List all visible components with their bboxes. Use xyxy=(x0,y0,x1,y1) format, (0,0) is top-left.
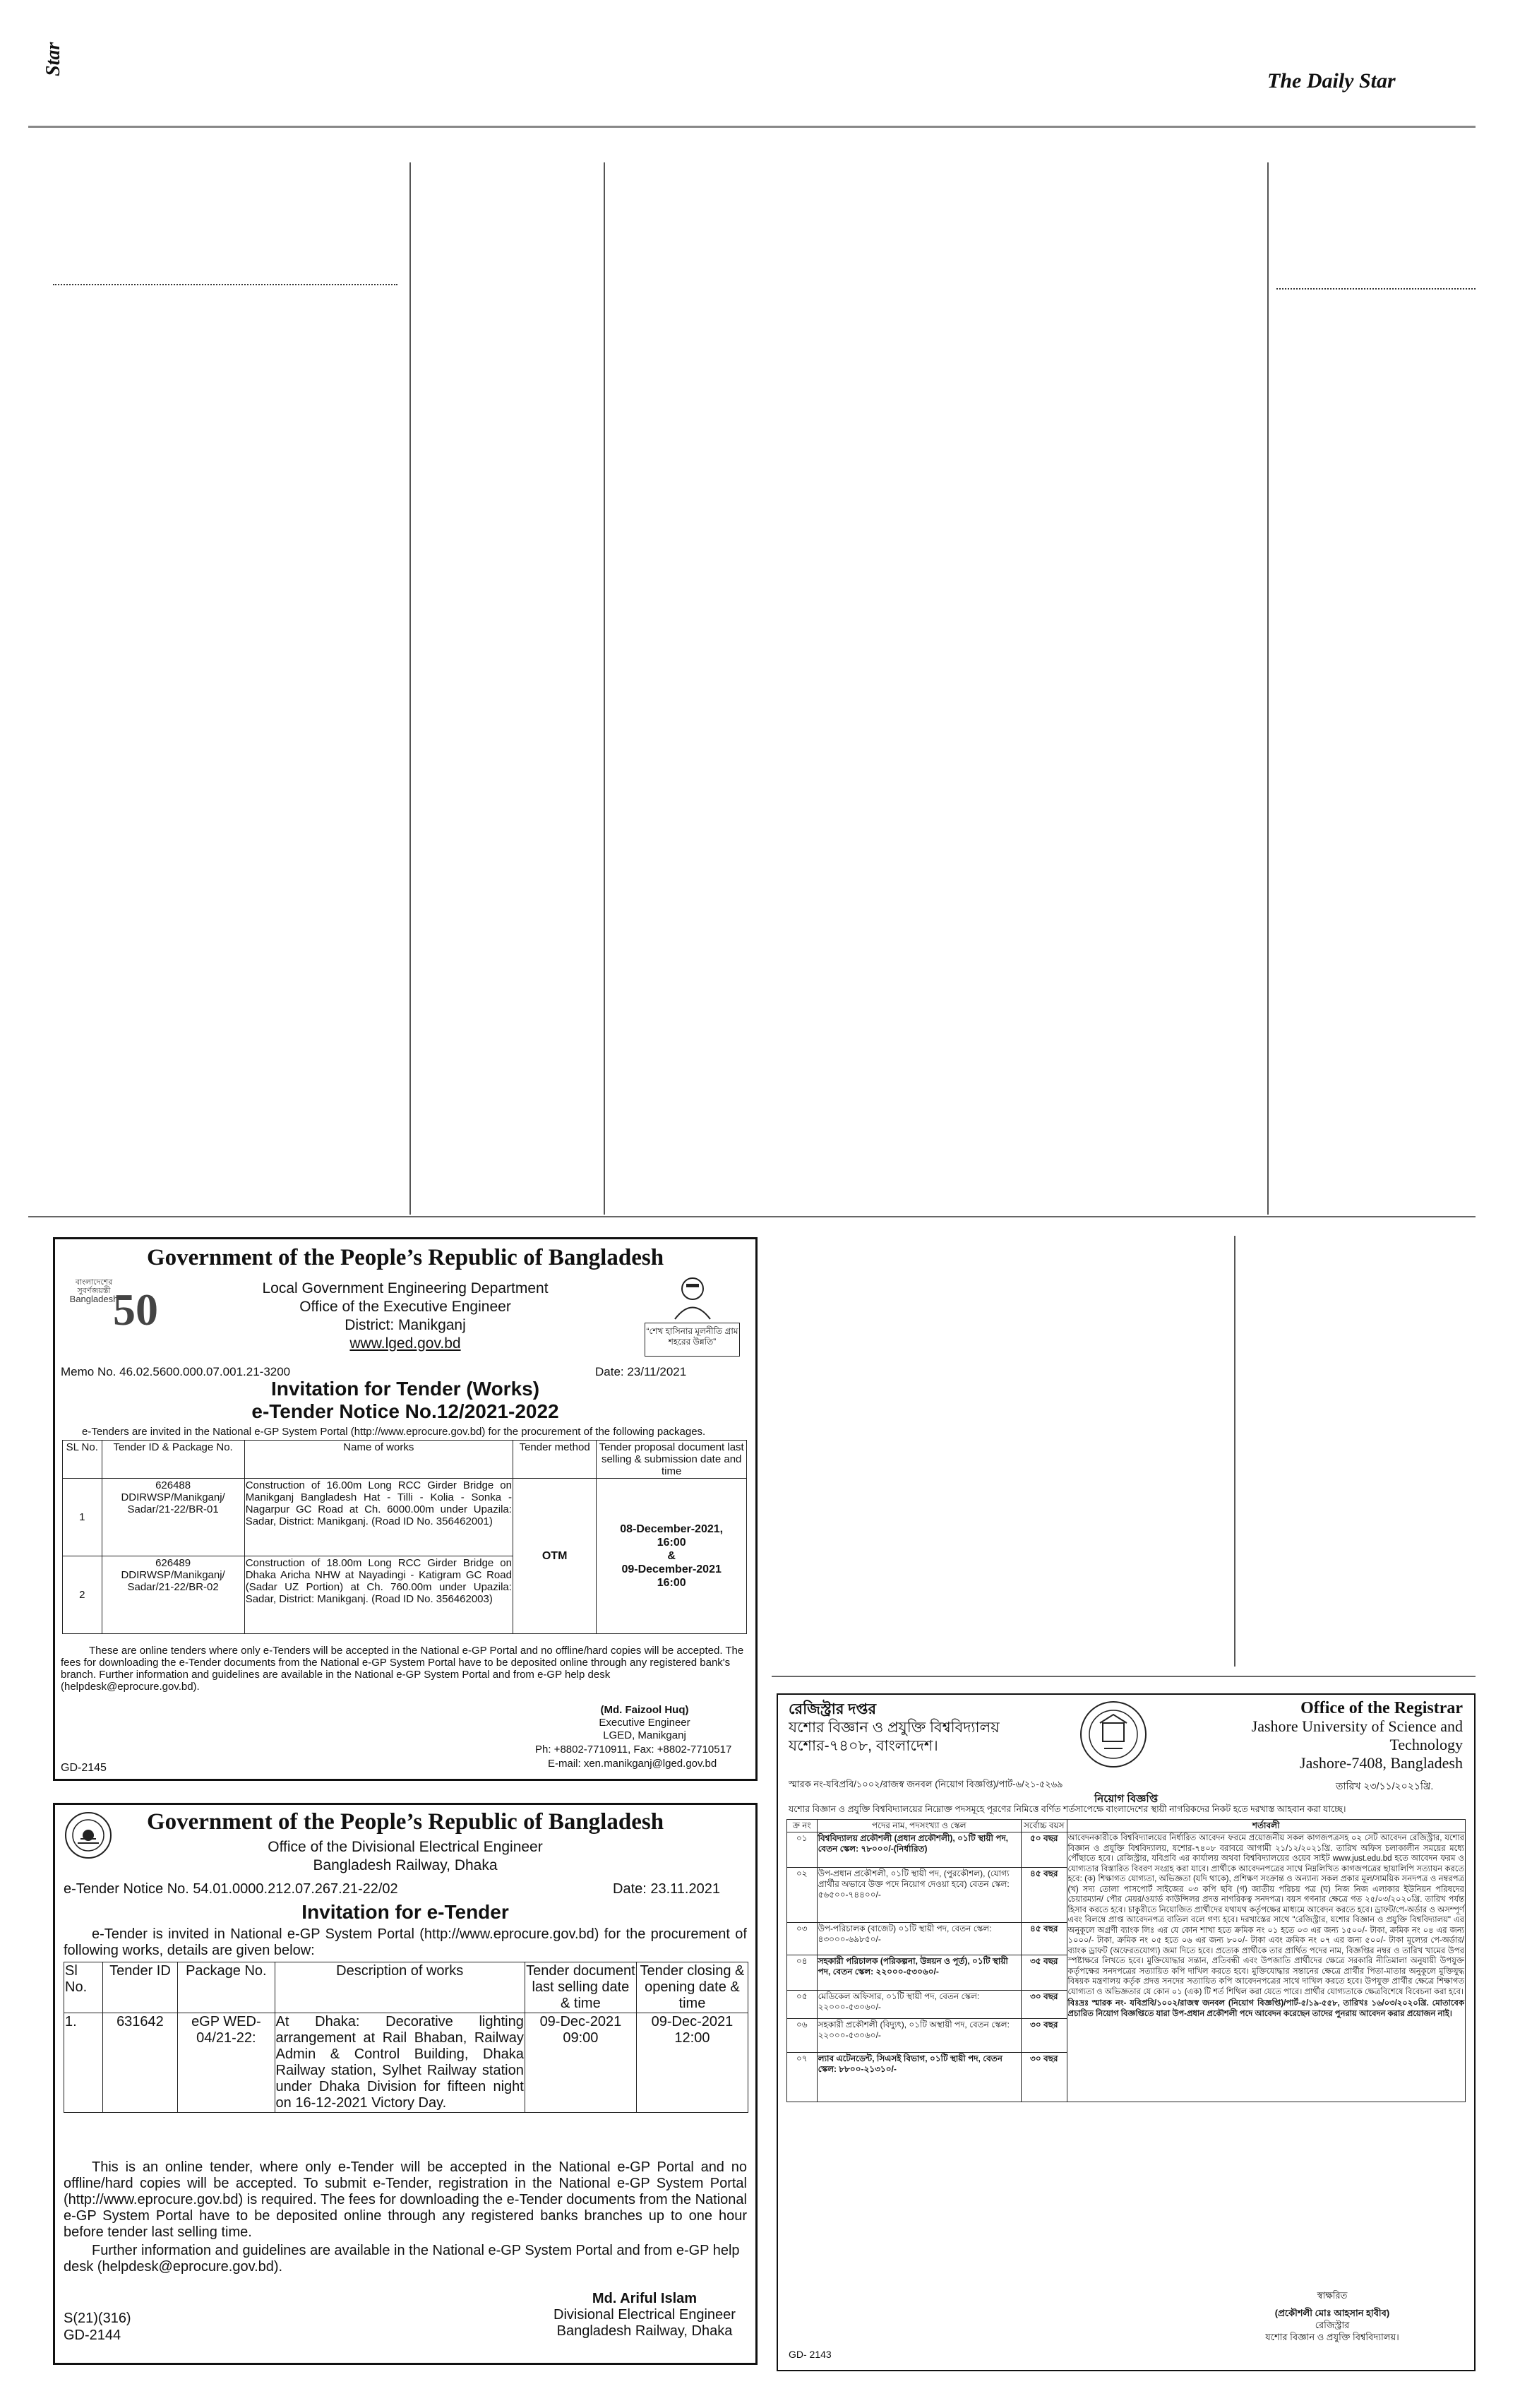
railway-org: Bangladesh Railway, Dhaka xyxy=(313,1857,498,1873)
section-rule xyxy=(772,1676,1476,1677)
lged-gd-code: GD-2145 xyxy=(61,1762,107,1774)
railway-intro: e-Tender is invited in National e-GP System Portal (http://www.eprocure.gov.bd) for the procurement of following works, details are given below: xyxy=(64,1926,747,1958)
column-rule xyxy=(1267,162,1269,1215)
table-row: 1. 631642 eGP WED-04/21-22: At Dhaka: Decorative lighting arrangement at Rail Bhaban, Railway Admin & Control Building, Dhaka Railway station, Sylhet Railway station under Dhaka Division for fifteen night on 16-12-2021 Victory Day. 09-Dec-2021 09:00 09-Dec-2021 12:00 xyxy=(64,2013,748,2113)
lged-office: Office of the Executive Engineer xyxy=(299,1299,511,1315)
signer-org: Bangladesh Railway, Dhaka xyxy=(556,2323,733,2339)
lged-slogan-box: “শেখ হাসিনার মূলনীতি গ্রাম শহরের উন্নতি” xyxy=(645,1323,740,1357)
lged-heading: Government of the People’s Republic of Bangladesh xyxy=(146,1245,664,1270)
railway-note-1: This is an online tender, where only e-Tender will be accepted in the National e-GP Portal and no offline/hard copies will be accepted. To submit e-Tender, registration in the National e-GP System Portal (http://www.eprocure.gov.bd) is required. The fees for downloading the e-Tender documents from the National e-GP System Portal have to be deposited online through any registered banks branches up to one hour before tender last selling time. xyxy=(64,2159,747,2240)
lged-district: District: Manikganj xyxy=(345,1317,466,1333)
railway-notice-no: e-Tender Notice No. 54.01.0000.212.07.267.21-22/02 xyxy=(64,1881,398,1897)
masthead-rule xyxy=(28,126,1476,128)
lged-signature-block xyxy=(549,1704,740,1742)
table-row: 1 626488 DDIRWSP/Manikganj/ Sadar/21-22/BR-01 Construction of 16.00m Long RCC Girder Bridge on Manikganj Bangladesh Hat - Tilli - Kolia - Sonka - Nagarpur GC Road at Ch. 6000.00m under Upazila: Sadar, District: Manikganj. (Road ID No. 356462001) OTM 08-December-2021, 16:00 & 09-December-2021 16:00 xyxy=(63,1479,747,1556)
railway-office: Office of the Divisional Electrical Engineer xyxy=(268,1839,543,1855)
just-signature-block xyxy=(1202,2289,1463,2343)
railway-tender-table xyxy=(64,1962,748,2113)
table-row: ০৫ মেডিকেল অফিসার, ০১টি স্থায়ী পদ, বেতন স্কেল: ২২০০০-৫৩০৬০/- ৩০ বছর xyxy=(787,1991,1466,2019)
railway-ref: S(21)(316) xyxy=(64,2311,131,2326)
railway-date: Date: 23.11.2021 xyxy=(613,1881,720,1897)
column-divider xyxy=(53,284,397,285)
signer-org: LGED, Manikganj xyxy=(603,1729,686,1741)
column-divider xyxy=(1276,288,1476,290)
signer-title: Executive Engineer xyxy=(599,1717,690,1729)
signature-label: স্বাক্ষরিত xyxy=(1317,2290,1348,2301)
conditions-cell: আবেদনকারীকে বিশ্ববিদ্যালয়ের নির্ধারিত আবেদন ফরমে প্রয়োজনীয় সকল কাগজপত্রসহ ০২ সেট আবেদন রেজিস্ট্রার, যশোর বিজ্ঞান ও প্রযুক্তি বিশ্ববিদ্যালয়, যশোর-৭৪০৮ বরাবরে আগামী ২১/১২/২০২১খ্রি. তারিখ অফিস চলাকালীন সময়ের মধ্যে পৌঁছাতে হবে। রেজিস্ট্রার, যবিপ্রবি এর কার্যালয় অথবা বিশ্ববিদ্যালয়ের ওয়েব সাইট www.just.edu.bd হতে আবেদন ফরম ও যোগ্যতার বিস্তারিত বিবরণ সংগ্রহ করা যাবে। প্রার্থীকে আবেদনপত্রের সাথে নিম্নলিখিত কাগজপত্রের ছায়ালিপি সত্যায়ন করতে হবে: (ক) শিক্ষাগত যোগ্যতা, অভিজ্ঞতা (যদি থাকে), প্রশিক্ষণ সংক্রান্ত ও অন্যান্য সকল প্রকার মূল/সাময়িক সনদপত্র ও নম্বরপত্র (খ) সদ্য তোলা পাসপোর্ট সাইজের ০৩ কপি ছবি (গ) জাতীয় পরিচয় পত্র (ঘ) নিজ নিজ এলাকার ইউনিয়ন পরিষদের চেয়ারম্যান/ পৌর মেয়র/ওয়ার্ড কাউন্সিলর প্রদত্ত নাগরিকত্ব সনদপত্র। বয়স গণনার ক্ষেত্রে গত ২৫/০৩/২০২০খ্রি. তারিখ পর্যন্ত হিসাব করতে হবে। চাকুরীতে নিয়োজিত প্রার্থীদের যথাযথ কর্তৃপক্ষের মাধ্যমে আবেদন করতে হবে। ড্রাফট/পে-অর্ডার ও অসম্পূর্ণ এবং বিলম্বে প্রাপ্ত আবেদনপত্র বাতিল বলে গণ্য হবে। দরখাস্তের সাথে "রেজিস্ট্রার, যশোর বিজ্ঞান ও প্রযুক্তি বিশ্ববিদ্যালয়" এর অনুকূলে অগ্রণী ব্যাংক লিঃ এর যে কোন শাখা হতে ক্রমিক নং ০১ হতে ০৩ এর জন্য ১৫০০/- টাকা, ক্রমিক নং ০৪ এর জন্য ১০০০/- টাকা, ক্রমিক নং ০৫ হতে ০৬ এর জন্য ৮০০/- টাকা এবং ক্রমিক নং ০৭ এর জন্য ৫০০/- টাকা মূল্যের পে-অর্ডার/ ব্যাংক ড্রাফট (অফেরতযোগ্য) জমা দিতে হবে। প্রত্যেক প্রার্থীকে তার প্রার্থিত পদের নাম, বিজ্ঞপ্তির নম্বর ও তারিখ খামের উপর স্পষ্টাক্ষরে লিখতে হবে। মুক্তিযোদ্ধার সন্তান, প্রতিবন্ধী এবং উপজাতি প্রার্থীদের ক্ষেত্রে সরকারি নীতিমালা অনুযায়ী উপযুক্ত কর্তৃপক্ষের সনদপত্রের সত্যায়িত কপি দাখিল করতে হবে। মুক্তিযোদ্ধার সন্তানের ক্ষেত্রে প্রার্থীর পিতা-মাতার অনুকূলে মুক্তিযুদ্ধ বিষয়ক মন্ত্রণালয় কর্তৃক প্রদত্ত সনদের সত্যায়িত কপি আবেদনপত্রের সাথে দাখিল করতে হবে। উপযুক্ত প্রার্থীর ক্ষেত্রে শিক্ষাগত যোগ্যতা ও অভিজ্ঞতার যে কোন ০১ (এক) টি শর্ত শিথিল করা যেতে পারে। প্রার্থীর যোগ্যতাকে ক্ষেত্রবিশেষে বিবেচনা করা হবে। বিঃদ্রঃ স্মারক নং- যবিপ্রবি/১০০২/রাজস্ব জনবল (নিয়োগ বিজ্ঞপ্তি)/পার্ট-৫/১৯-৫৫৮, তারিখঃ ১৬/০৩/২০২০খ্রি. মোতাবেক প্রচারিত নিয়োগ বিজ্ঞপ্তিতে যারা উপ-প্রধান প্রকৌশলী পদে আবেদন করেছেন তাদের পুনরায় আবেদন করার প্রয়োজন নাই। xyxy=(1067,1832,1466,2102)
table-header-row: SL No. Tender ID & Package No. Name of works Tender method Tender proposal document last selling & submission date and time xyxy=(63,1441,747,1479)
railway-gd-code: GD-2144 xyxy=(64,2327,121,2343)
railway-title: Invitation for e-Tender xyxy=(301,1901,509,1923)
railway-signature-block xyxy=(542,2291,747,2340)
lged-date: Date: 23/11/2021 xyxy=(595,1365,687,1378)
column-rule xyxy=(409,162,411,1215)
just-gd-code: GD- 2143 xyxy=(789,2349,832,2360)
lged-note: These are online tenders where only e-Tenders will be accepted in the National e-GP Portal and no offline/hard copies will be accepted. The fees for downloading the e-Tender documents from the National e-GP System Portal have to be deposited online through any registered bank's branch. Further information and guidelines are available in the National e-GP System Portal and from e-GP help desk (helpdesk@eprocure.gov.bd). xyxy=(61,1645,744,1693)
table-row: ০৬ সহকারী প্রকৌশলী (বিদ্যুৎ), ০১টি অস্থায়ী পদ, বেতন স্কেল: ২২০০০-৫৩০৬০/- ৩০ বছর xyxy=(787,2019,1466,2053)
portrait-image xyxy=(661,1271,724,1321)
tender-method: OTM xyxy=(513,1479,596,1634)
golden-jubilee-logo: বাংলাদেশের সুবর্ণজয়ন্তী Bangladesh 50 xyxy=(69,1278,158,1335)
lged-title-1: Invitation for Tender (Works) xyxy=(270,1378,540,1400)
masthead-left-logo: Star xyxy=(42,42,64,76)
signer-name: (প্রকৌশলী মোঃ আহসান হাবীব) xyxy=(1274,2308,1390,2318)
signer-title: Divisional Electrical Engineer xyxy=(553,2307,736,2323)
signer-name: Md. Ariful Islam xyxy=(592,2291,698,2306)
table-header-row: Sl No. Tender ID Package No. Description of works Tender document last selling date & time Tender closing & opening date & time xyxy=(64,1962,748,2013)
railway-heading: Government of the People’s Republic of Bangladesh xyxy=(146,1809,664,1835)
lged-dept: Local Government Engineering Department xyxy=(262,1280,549,1297)
just-title: নিয়োগ বিজ্ঞপ্তি xyxy=(1094,1793,1159,1805)
section-rule xyxy=(28,1216,1476,1217)
table-row: 2 626489 DDIRWSP/Manikganj/ Sadar/21-22/BR-02 Construction of 18.00m Long RCC Girder Bridge on Dhaka Aricha NHW at Nayadingi - Katigram GC Road (Sadar UZ Portion) at Ch. 760.00m under Upazila: Sadar, District: Manikganj. (Road ID No. 356462003) xyxy=(63,1556,747,1634)
just-intro: যশোর বিজ্ঞান ও প্রযুক্তি বিশ্ববিদ্যালয়ের নিম্নোক্ত পদসমূহে পূরণের নিমিত্তে বর্ণিত শর্তসাপেক্ষে বাংলাদেশের স্থায়ী নাগরিকদের নিকট হতে দরখাস্ত আহবান করা যাচ্ছে। xyxy=(789,1804,1346,1814)
signer-title: রেজিস্ট্রার xyxy=(1315,2320,1350,2330)
lged-email: E-mail: xen.manikganj@lged.gov.bd xyxy=(548,1758,717,1770)
lged-tender-ad xyxy=(53,1237,758,1781)
just-note: বিঃদ্রঃ স্মারক নং- যবিপ্রবি/১০০২/রাজস্ব জনবল (নিয়োগ বিজ্ঞপ্তি)/পার্ট-৫/১৯-৫৫৮, তারিখঃ ১৬/০৩/২০২০খ্রি. মোতাবেক প্রচারিত নিয়োগ বিজ্ঞপ্তিতে যারা উপ-প্রধান প্রকৌশলী পদে আবেদন করেছেন তাদের পুনরায় আবেদন করার প্রয়োজন নাই। xyxy=(1067,1999,1464,2018)
just-memo: স্মারক নং-যবিপ্রবি/১০০২/রাজস্ব জনবল (নিয়োগ বিজ্ঞপ্তি)/পার্ট-৬/২১-৫২৬৯ xyxy=(789,1779,1063,1789)
tender-dates: 08-December-2021, 16:00 & 09-December-2021 16:00 xyxy=(597,1479,747,1634)
lged-tender-table xyxy=(62,1440,747,1634)
lged-memo: Memo No. 46.02.5600.000.07.001.21-3200 xyxy=(61,1365,291,1378)
just-recruitment-ad xyxy=(777,1693,1476,2371)
railway-tender-ad xyxy=(53,1803,758,2365)
column-rule xyxy=(604,162,605,1215)
just-logo xyxy=(1075,1699,1152,1770)
table-row: ০২ উপ-প্রধান প্রকৌশলী, ০১টি স্থায়ী পদ, (পুরকৌশল), (যোগ্য প্রার্থীর অভাবে উক্ত পদে নিয়োগ দেওয়া হবে) বেতন স্কেল: ৫৬৫০০-৭৪৪০০/- ৪৫ বছর xyxy=(787,1868,1466,1923)
signer-name: (Md. Faizool Huq) xyxy=(600,1704,689,1716)
table-header-row: ক্র নং পদের নাম, পদসংখ্যা ও স্কেল সর্বোচ্চ বয়স শর্তাবলী xyxy=(787,1820,1466,1832)
just-bn-header: রেজিস্ট্রার দপ্তর যশোর বিজ্ঞান ও প্রযুক্তি বিশ্ববিদ্যালয় যশোর-৭৪০৮, বাংলাদেশ। xyxy=(789,1701,1000,1754)
table-row: ০১ বিশ্ববিদ্যালয় প্রকৌশলী (প্রধান প্রকৌশলী), ০১টি স্থায়ী পদ, বেতন স্কেল: ৭৮০০০/-(নির্ধারিত) ৫০ বছর আবেদনকারীকে বিশ্ববিদ্যালয়ের নির্ধারিত আবেদন ফরমে প্রয়োজনীয় সকল কাগজপত্রসহ ০২ সেট আবেদন রেজিস্ট্রার, যশোর বিজ্ঞান ও প্রযুক্তি বিশ্ববিদ্যালয়, যশোর-৭৪০৮ বরাবরে আগামী ২১/১২/২০২১খ্রি. তারিখ অফিস চলাকালীন সময়ের মধ্যে পৌঁছাতে হবে। রেজিস্ট্রার, যবিপ্রবি এর কার্যালয় অথবা বিশ্ববিদ্যালয়ের ওয়েব সাইট www.just.edu.bd হতে আবেদন ফরম ও যোগ্যতার বিস্তারিত বিবরণ সংগ্রহ করা যাবে। প্রার্থীকে আবেদনপত্রের সাথে নিম্নলিখিত কাগজপত্রের ছায়ালিপি সত্যায়ন করতে হবে: (ক) শিক্ষাগত যোগ্যতা, অভিজ্ঞতা (যদি থাকে), প্রশিক্ষণ সংক্রান্ত ও অন্যান্য সকল প্রকার মূল/সাময়িক সনদপত্র ও নম্বরপত্র (খ) সদ্য তোলা পাসপোর্ট সাইজের ০৩ কপি ছবি (গ) জাতীয় পরিচয় পত্র (ঘ) নিজ নিজ এলাকার ইউনিয়ন পরিষদের চেয়ারম্যান/ পৌর মেয়র/ওয়ার্ড কাউন্সিলর প্রদত্ত নাগরিকত্ব সনদপত্র। বয়স গণনার ক্ষেত্রে গত ২৫/০৩/২০২০খ্রি. তারিখ পর্যন্ত হিসাব করতে হবে। চাকুরীতে নিয়োজিত প্রার্থীদের যথাযথ কর্তৃপক্ষের মাধ্যমে আবেদন করতে হবে। ড্রাফট/পে-অর্ডার ও অসম্পূর্ণ এবং বিলম্বে প্রাপ্ত আবেদনপত্র বাতিল বলে গণ্য হবে। দরখাস্তের সাথে "রেজিস্ট্রার, যশোর বিজ্ঞান ও প্রযুক্তি বিশ্ববিদ্যালয়" এর অনুকূলে অগ্রণী ব্যাংক লিঃ এর যে কোন শাখা হতে ক্রমিক নং ০১ হতে ০৩ এর জন্য ১৫০০/- টাকা, ক্রমিক নং ০৪ এর জন্য ১০০০/- টাকা, ক্রমিক নং ০৫ হতে ০৬ এর জন্য ৮০০/- টাকা এবং ক্রমিক নং ০৭ এর জন্য ৫০০/- টাকা মূল্যের পে-অর্ডার/ ব্যাংক ড্রাফট (অফেরতযোগ্য) জমা দিতে হবে। প্রত্যেক প্রার্থীকে তার প্রার্থিত পদের নাম, বিজ্ঞপ্তির নম্বর ও তারিখ খামের উপর স্পষ্টাক্ষরে লিখতে হবে। মুক্তিযোদ্ধার সন্তান, প্রতিবন্ধী এবং উপজাতি প্রার্থীদের ক্ষেত্রে সরকারি নীতিমালা অনুযায়ী উপযুক্ত কর্তৃপক্ষের সনদপত্রের সত্যায়িত কপি দাখিল করতে হবে। মুক্তিযোদ্ধার সন্তানের ক্ষেত্রে প্রার্থীর পিতা-মাতার অনুকূলে মুক্তিযুদ্ধ বিষয়ক মন্ত্রণালয় কর্তৃক প্রদত্ত সনদের সত্যায়িত কপি আবেদনপত্রের সাথে দাখিল করতে হবে। উপযুক্ত প্রার্থীর ক্ষেত্রে শিক্ষাগত যোগ্যতা ও অভিজ্ঞতার যে কোন ০১ (এক) টি শর্ত শিথিল করা যেতে পারে। প্রার্থীর যোগ্যতাকে ক্ষেত্রবিশেষে বিবেচনা করা হবে। বিঃদ্রঃ স্মারক নং- যবিপ্রবি/১০০২/রাজস্ব জনবল (নিয়োগ বিজ্ঞপ্তি)/পার্ট-৫/১৯-৫৫৮, তারিখঃ ১৬/০৩/২০২০খ্রি. মোতাবেক প্রচারিত নিয়োগ বিজ্ঞপ্তিতে যারা উপ-প্রধান প্রকৌশলী পদে আবেদন করেছেন তাদের পুনরায় আবেদন করার প্রয়োজন নাই। xyxy=(787,1832,1466,1868)
just-en-header: Office of the Registrar Jashore University of Science and Technology Jashore-7408, Bangladesh xyxy=(1251,1699,1463,1772)
railway-note-2: Further information and guidelines are available in the National e-GP System Portal and from e-GP help desk (helpdesk@eprocure.gov.bd). xyxy=(64,2243,740,2275)
table-row: ০৭ ল্যাব এটেনডেন্ট, সিএসই বিভাগ, ০১টি স্থায়ী পদ, বেতন স্কেল: ৮৮০০-২১৩১০/- ৩০ বছর xyxy=(787,2053,1466,2102)
table-row: ০৪ সহকারী পরিচালক (পরিকল্পনা, উন্নয়ন ও পূর্ত), ০১টি স্থায়ী পদ, বেতন স্কেল: ২২০০০-৫৩০৬০/- ৩৫ বছর xyxy=(787,1955,1466,1991)
signer-org: যশোর বিজ্ঞান ও প্রযুক্তি বিশ্ববিদ্যালয়। xyxy=(1265,2332,1399,2342)
lged-website-link[interactable]: www.lged.gov.bd xyxy=(349,1335,461,1352)
table-row: ০৩ উপ-পরিচালক (বাজেট) ০১টি স্থায়ী পদ, বেতন স্কেল: ৪৩০০০-৬৯৮৫০/- ৪৫ বছর xyxy=(787,1923,1466,1955)
lged-title-2: e-Tender Notice No.12/2021-2022 xyxy=(251,1400,559,1422)
column-rule xyxy=(1234,1236,1235,1667)
masthead-right-logo: The Daily Star xyxy=(1267,69,1396,93)
lged-phone: Ph: +8802-7710911, Fax: +8802-7710517 xyxy=(535,1744,732,1756)
just-post-table xyxy=(786,1819,1466,2102)
just-date: তারিখ ২৩/১১/২০২১খ্রি. xyxy=(1336,1780,1434,1792)
lged-intro: e-Tenders are invited in the National e-GP System Portal (http://www.eprocure.gov.bd) for the procurement of the following packages. xyxy=(82,1426,706,1438)
